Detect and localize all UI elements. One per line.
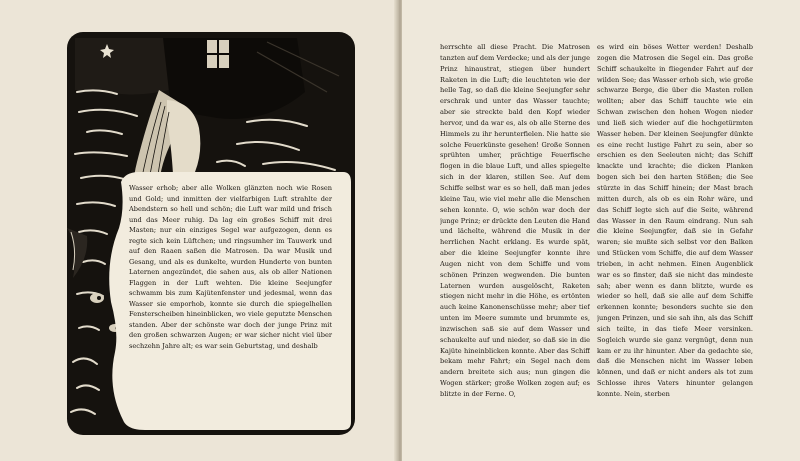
illustration-caption (107, 183, 346, 395)
text-column-right (597, 42, 753, 442)
text-column-left (440, 42, 590, 442)
caption-text: Wasser erhob; aber alle Wolken glänzten noch wie Rosen und Gold; und inmitten der vielfarbigen Luft strahlte der Abendstern so hell und schön; die Luft war mild und frisch und das Meer ruhig. Da lag ein großes Schiff mit drei Masten; nur ein einziges Segel war aufgezogen, denn es regte sich kein Lüftchen; und ringsumher im Tauwerk und auf den Raaen saßen die Matrosen. Da war Musik und Gesang, und als es dunkelte, wurden Hunderte von bunten Laternen angezündet, die sahen aus, als ob aller Nationen Flaggen in der Luft wehten. Die kleine Seejungfer schwamm bis zum Kajütenfenster und jedesmal, wenn das Wasser sie emporhob, konnte sie durch die spiegelhellen Fensterscheiben hineinblicken, wo viele geputzte Menschen standen. Aber der schönste war doch der junge Prinz mit den großen schwarzen Augen; er war sicher nicht viel über sechzehn Jahre alt; es war sein Geburtstag, und deshalb (129, 184, 332, 350)
left-page (0, 0, 398, 461)
column-2-text: es wird ein böses Wetter werden! Deshalb zogen die Matrosen die Segel ein. Das große Schiff schaukelte in fliegender Fahrt auf der wilden See; das Wasser erhob sich, wie große schwarze Berge, die über die Masten rollen wollten; aber das Schiff tauchte wie ein Schwan zwischen den hohen Wogen nieder und ließ sich wieder auf die hochgetürmten Wasser heben. Der kleinen Seejungfer dünkte es eine recht lustige Fahrt zu sein, aber so erschien es den Seeleuten nicht; das Schiff knackte und krachte; die dicken Planken bogen sich bei den harten Stößen; die See stürzte in das Schiff hinein; der Mast brach mitten durch, als ob es ein Rohr wäre, und das Schiff legte sich auf die Seite, während das Wasser in den Raum eindrang. Nun sah die kleine Seejungfer, daß sie in Gefahr waren; sie mußte sich selbst vor den Balken und Stücken vom Schiffe, die auf dem Wasser trieben, in acht nehmen. Einen Augenblick war es so finster, daß sie nicht das mindeste sah; aber wenn es dann blitzte, wurde es wieder so hell, daß sie alle auf dem Schiffe erkennen konnte; besonders suchte sie den jungen Prinzen, und sie sah ihn, als das Schiff sich teilte, in das tiefe Meer versinken. Sogleich wurde sie ganz vergnügt, denn nun kam er zu ihr hinunter. Aber da gedachte sie, daß die Menschen nicht im Wasser leben können, und daß er nicht anders als tot zum Schlosse ihres Vaters hinunter gelangen konnte. Nein, sterben (597, 43, 753, 398)
column-1-text: herrschte all diese Pracht. Die Matrosen tanzten auf dem Verdecke; und als der junge Prinz hinaustrat, stiegen über hundert Raketen in die Luft; die leuchteten wie der helle Tag, so daß die kleine Seejungfer sehr erschrak und unter das Wasser tauchte; aber sie streckte bald den Kopf wieder hervor, und da war es, als ob alle Sterne des Himmels zu ihr herunterfielen. Nie hatte sie solche Feuerkünste gesehen! Große Sonnen sprühten umher, prächtige Feuerfische flogen in die blaue Luft, und alles spiegelte sich in der klaren, stillen See. Auf dem Schiffe selbst war es so hell, daß man jedes kleine Tau, wie viel mehr alle die Menschen sehen konnte. O, wie schön war doch der junge Prinz; er drückte den Leuten die Hand und lächelte, während die Musik in der herrlichen Nacht erklang. Es wurde spät, aber die kleine Seejungfer konnte ihre Augen nicht von dem Schiffe und vom schönen Prinzen wegwenden. Die bunten Laternen wurden ausgelöscht, Raketen stiegen nicht mehr in die Höhe, es ertönten auch keine Kanonenschüsse mehr; aber tief unten im Meere summte und brummte es, inzwischen saß sie auf dem Wasser und schaukelte auf und nieder, so daß sie in die Kajüte hineinblicken konnte. Aber das Schiff bekam mehr Fahrt; ein Segel nach dem andern breitete sich aus; nun gingen die Wogen stärker; große Wolken zogen auf; es blitzte in der Ferne. O, (440, 43, 590, 398)
